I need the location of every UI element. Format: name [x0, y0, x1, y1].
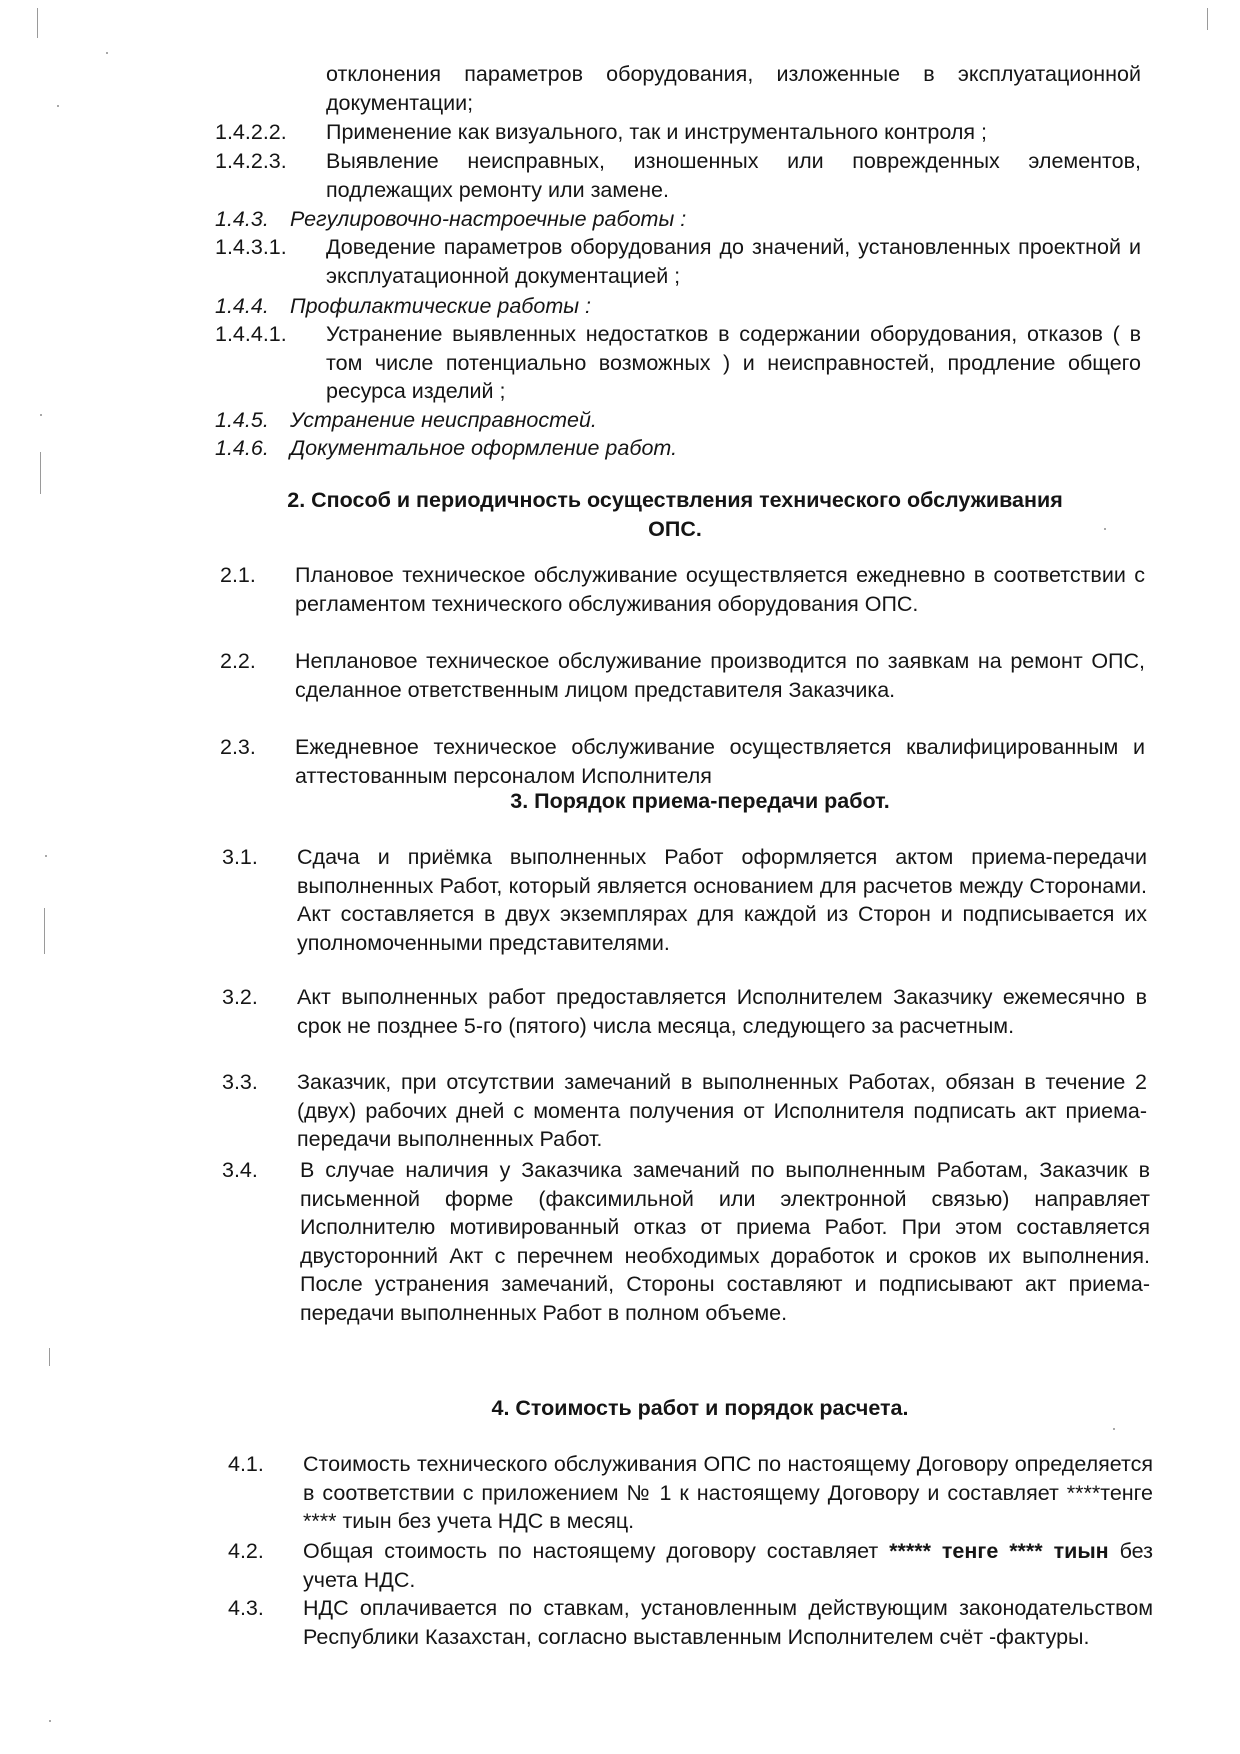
clause-number: 2.1. — [220, 563, 256, 587]
clause-text: Применение как визуального, так и инструментального контроля ; — [326, 120, 987, 144]
clause-number: 2.3. — [220, 735, 256, 759]
clause-text: НДС оплачивается по ставкам, установленным действующим законодательством Республики Казахстан, согласно выставленным Исполнителем счёт -фактуры. — [303, 1596, 1153, 1649]
clause-2-2 — [0, 647, 1240, 733]
clause-2-3 — [0, 733, 1240, 791]
clause-text: Плановое техническое обслуживание осуществляется ежедневно в соответствии с регламентом технического обслуживания оборудования ОПС. — [295, 563, 1145, 616]
clause-number: 1.4.6. — [215, 436, 269, 460]
clause-1-4-2-1-continuation — [0, 60, 1240, 120]
clause-text: Неплановое техническое обслуживание производится по заявкам на ремонт ОПС, сделанное ответственным лицом представителя Заказчика. — [295, 649, 1145, 702]
clause-2-1 — [0, 561, 1240, 647]
clause-text — [303, 1537, 1153, 1594]
clause-3-2 — [0, 983, 1240, 1069]
clause-text: Акт выполненных работ предоставляется Исполнителем Заказчику ежемесячно в срок не позднее 5-го (пятого) числа месяца, следующего за расчетным. — [297, 985, 1147, 1038]
clause-number: 1.4.4. — [215, 294, 269, 318]
scan-speck — [106, 52, 108, 54]
clause-text: Устранение выявленных недостатков в содержании оборудования, отказов ( в том числе потенциально возможных ) и неисправностей, продление общего ресурса изделий ; — [326, 322, 1141, 404]
clause-1-4-4-1 — [0, 320, 1240, 408]
clause-3-3 — [0, 1068, 1240, 1154]
clause-4-1 — [0, 1450, 1240, 1536]
section-2-heading-line-1: 2. Способ и периодичность осуществления технического обслуживания — [287, 488, 1063, 512]
clause-number: 1.4.4.1. — [215, 322, 287, 346]
clause-text: Регулировочно-настроечные работы : — [290, 207, 687, 231]
clause-4-2 — [0, 1537, 1240, 1595]
section-2-heading — [200, 486, 1150, 543]
clause-text: Устранение неисправностей. — [290, 408, 597, 432]
scan-mark — [37, 8, 38, 38]
clause-number: 4.2. — [228, 1539, 264, 1563]
clause-text: отклонения параметров оборудования, изложенные в эксплуатационной документации; — [326, 62, 1141, 115]
clause-text: Выявление неисправных, изношенных или поврежденных элементов, подлежащих ремонту или замене. — [326, 149, 1141, 202]
clause-1-4-2-2 — [0, 118, 1240, 148]
clause-text: Заказчик, при отсутствии замечаний в выполненных Работах, обязан в течение 2 (двух) рабочих дней с момента получения от Исполнителя подписать акт приема-передачи выполненных Работ. — [297, 1070, 1147, 1152]
section-4-heading: 4. Стоимость работ и порядок расчета. — [491, 1396, 909, 1420]
clause-text: Ежедневное техническое обслуживание осуществляется квалифицированным и аттестованным персоналом Исполнителя — [295, 735, 1145, 788]
clause-number: 1.4.3. — [215, 207, 269, 231]
clause-text: Документальное оформление работ. — [290, 436, 678, 460]
clause-number: 3.3. — [222, 1070, 258, 1094]
clause-number: 4.1. — [228, 1452, 264, 1476]
clause-text: В случае наличия у Заказчика замечаний по выполненным Работам, Заказчик в письменной форме (факсимильной или электронной связью) направляет Исполнителю мотивированный отказ от приема Работ. При этом составляется двусторонний Акт с перечнем необходимых доработок и сроков их выполнения. После устранения замечаний, Стороны составляют и подписывают акт приема-передачи выполненных Работ в полном объеме. — [300, 1158, 1150, 1325]
clause-1-4-4 — [0, 292, 1240, 322]
clause-number: 4.3. — [228, 1596, 264, 1620]
clause-number: 3.4. — [222, 1158, 258, 1182]
clause-text: Сдача и приёмка выполненных Работ оформляется актом приема-передачи выполненных Работ, который является основанием для расчетов между Сторонами. Акт составляется в двух экземплярах для каждой из Сторон и подписывается их уполномоченными представителями. — [297, 845, 1147, 955]
clause-text: Стоимость технического обслуживания ОПС по настоящему Договору определяется в соответствии с приложением № 1 к настоящему Договору и составляет ****тенге **** тиын без учета НДС в месяц. — [303, 1452, 1153, 1534]
section-3-heading: 3. Порядок приема-передачи работ. — [510, 789, 890, 813]
clause-1-4-3-1 — [0, 233, 1240, 293]
clause-number: 2.2. — [220, 649, 256, 673]
clause-4-3 — [0, 1594, 1240, 1680]
clause-3-4 — [0, 1156, 1240, 1360]
clause-1-4-3 — [0, 205, 1240, 235]
scan-speck — [1113, 1428, 1115, 1430]
clause-text-part: без учета НДС. — [303, 1539, 1154, 1592]
clause-text: Доведение параметров оборудования до значений, установленных проектной и эксплуатационной документацией ; — [326, 235, 1141, 288]
clause-number: 1.4.2.3. — [215, 149, 287, 173]
clause-1-4-6 — [0, 434, 1240, 464]
clause-number: 3.1. — [222, 845, 258, 869]
clause-text: Профилактические работы : — [290, 294, 592, 318]
clause-number: 1.4.3.1. — [215, 235, 287, 259]
section-2-heading-line-2: ОПС. — [648, 516, 702, 541]
scan-speck — [49, 1720, 51, 1722]
clause-1-4-2-3 — [0, 147, 1240, 207]
clause-text-amount: ***** тенге **** тиын — [889, 1539, 1109, 1563]
clause-text-part: Общая стоимость по настоящему договору составляет — [303, 1539, 890, 1563]
clause-number: 3.2. — [222, 985, 258, 1009]
clause-number: 1.4.5. — [215, 408, 269, 432]
clause-1-4-5 — [0, 406, 1240, 436]
scan-mark — [1207, 8, 1208, 30]
clause-number: 1.4.2.2. — [215, 120, 287, 144]
clause-3-1 — [0, 843, 1240, 987]
